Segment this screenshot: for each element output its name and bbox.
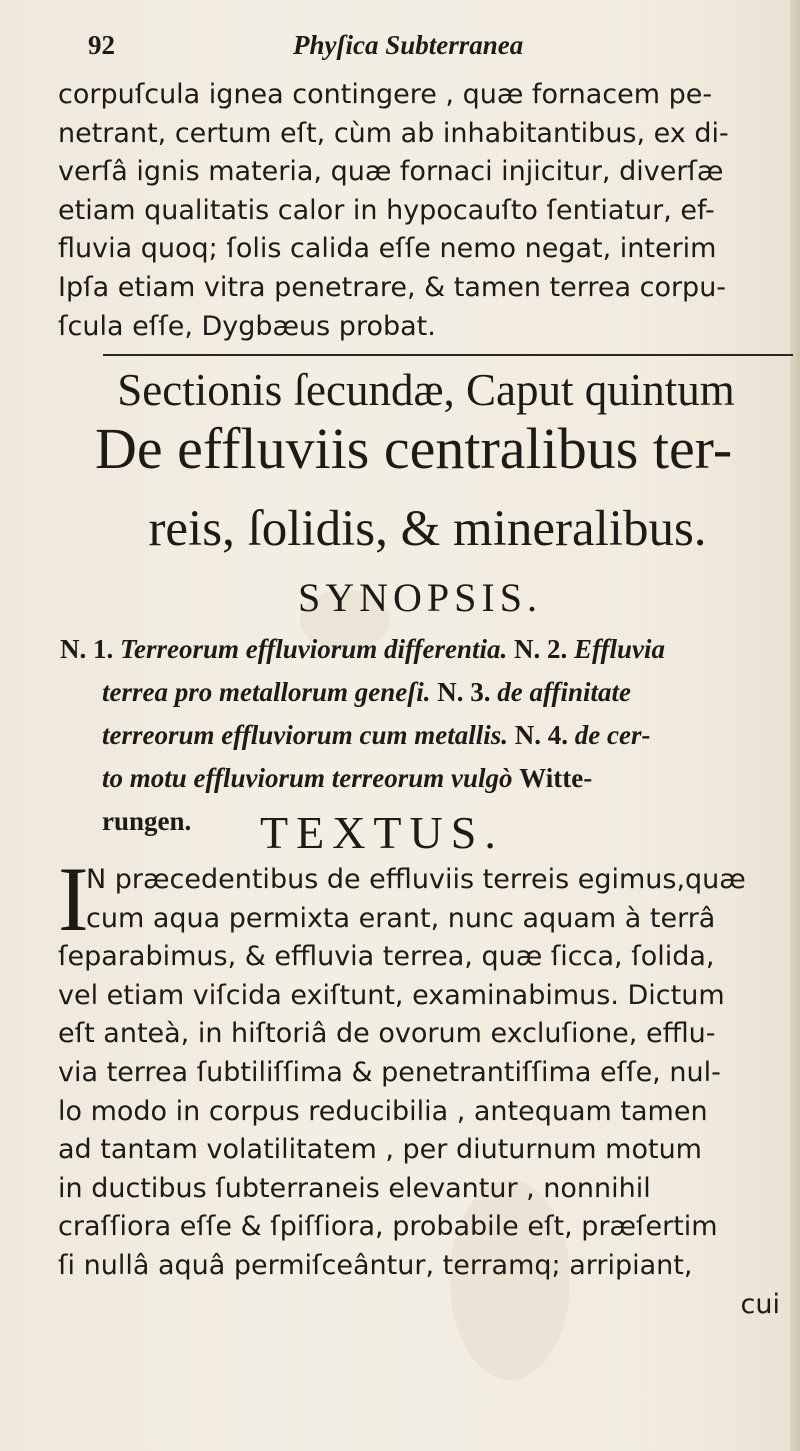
- text-line: etiam qualitatis calor in hypocauſto ſentiatur, ef-: [58, 194, 715, 226]
- textus-heading: TEXTUS.: [260, 807, 504, 858]
- text-line: netrant, certum eſt, cùm ab inhabitantibus, ex di-: [58, 117, 729, 149]
- synopsis-item: de affinitate: [497, 677, 631, 707]
- text-line: fluvia quoq; ſolis calida eſſe nemo negat, interim: [58, 233, 717, 265]
- catchword: cui: [740, 1288, 780, 1320]
- main-paragraph: [58, 861, 796, 1324]
- text-line: cum aqua permixta erant, nunc aquam à terrâ: [86, 902, 716, 934]
- synopsis-item: Terreorum effluviorum differentia.: [120, 634, 508, 664]
- synopsis-line: [60, 671, 665, 714]
- section-number: N. 3.: [437, 677, 491, 707]
- text-line: verſâ ignis materia, quæ fornaci injicitur, diverſæ: [58, 156, 724, 188]
- text-line: corpuſcula ignea contingere , quæ fornacem pe-: [58, 79, 713, 110]
- synopsis-item: to motu effluviorum terreorum vulgò: [102, 763, 513, 793]
- drop-cap: I: [58, 848, 89, 950]
- chapter-title-line-2: reis, ſolidis, & mineralibus.: [148, 501, 707, 557]
- section-divider: [103, 354, 793, 356]
- running-title: Phyſica Subterranea: [293, 30, 524, 60]
- synopsis-item: terreorum effluviorum cum metallis.: [102, 720, 509, 750]
- text-line: via terrea ſubtiliſſima & penetrantiſſima eſſe, nul-: [58, 1056, 721, 1088]
- synopsis-line: [60, 714, 665, 757]
- text-line: N præcedentibus de effluviis terreis egimus,quæ: [86, 864, 746, 895]
- synopsis-item: Effluvia: [574, 634, 666, 664]
- section-number: N. 4.: [514, 720, 569, 750]
- fraktur-word: rungen.: [102, 806, 192, 836]
- text-line: craſſiora eſſe & ſpiſſiora, probabile eſt, præſertim: [58, 1211, 718, 1243]
- page-header: [88, 30, 688, 70]
- text-line: lo modo in corpus reducibilia , antequam tamen: [58, 1095, 708, 1127]
- synopsis-item: terrea pro metallorum geneſi.: [102, 677, 431, 707]
- page-number: 92: [88, 30, 115, 60]
- fraktur-word: Witte-: [519, 763, 593, 793]
- text-line: ſcula eſſe, Dygbæus probat.: [58, 310, 436, 342]
- text-line: Ipſa etiam vitra penetrare, & tamen terrea corpu-: [58, 271, 727, 303]
- text-line: ad tantam volatilitatem , per diuturnum motum: [58, 1134, 702, 1166]
- chapter-title-line-1: De effluviis centralibus ter-: [95, 416, 733, 481]
- text-line: eſt anteà, in hiſtoriâ de ovorum excluſione, efflu-: [58, 1018, 716, 1050]
- synopsis-item: de cer-: [574, 720, 651, 750]
- section-number: N. 2.: [514, 634, 568, 664]
- paragraph-continued: [58, 76, 796, 346]
- text-line: vel etiam viſcida exiſtunt, examinabimus. Dictum: [58, 979, 725, 1011]
- synopsis-line: [60, 757, 665, 800]
- text-line: in ductibus ſubterraneis elevantur , nonnihil: [58, 1172, 651, 1204]
- synopsis-heading: SYNOPSIS.: [298, 575, 542, 620]
- text-line: ſi nullâ aquâ permiſceântur, terramq; arripiant,: [58, 1249, 693, 1281]
- section-number: N. 1.: [60, 634, 114, 664]
- text-line: ſeparabimus, & effluvia terrea, quæ ſicca, ſolida,: [58, 941, 715, 973]
- synopsis-line: [60, 628, 665, 671]
- section-heading: Sectionis ſecundæ, Caput quintum: [117, 365, 735, 415]
